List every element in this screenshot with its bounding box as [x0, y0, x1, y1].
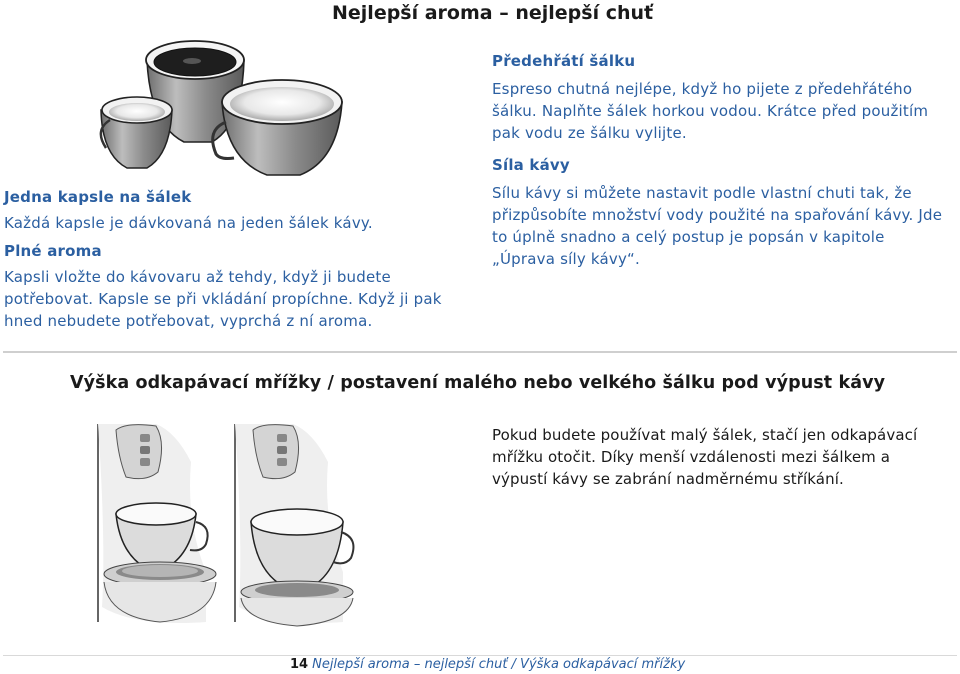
right-column — [492, 50, 952, 280]
heading-coffee-strength: Síla kávy — [492, 156, 570, 174]
text-full-aroma: Kapsli vložte do kávovaru až tehdy, když ji budete potřebovat. Kapsle se při vkládání propíchne. Když ji pak hned nebudete potřebovat, vyprchá z ní aroma. — [4, 268, 442, 330]
coffee-cups-illustration — [92, 30, 347, 180]
machine-small-cup-illustration — [96, 422, 224, 632]
footer-divider — [3, 655, 957, 656]
text-coffee-strength: Sílu kávy si můžete nastavit podle vlastní chuti tak, že přizpůsobíte množství vody použité na spařování kávy. Jde to úplně snadno a celý postup je popsán v kapitole „Úprava síly kávy“. — [492, 184, 943, 268]
heading-one-capsule: Jedna kapsle na šálek — [4, 188, 192, 206]
heading-preheat-cup: Předehřátí šálku — [492, 52, 636, 70]
drip-tray-text: Pokud budete používat malý šálek, stačí jen odkapávací mřížku otočit. Díky menší vzdálenosti mezi šálkem a výpustí kávy se zabrání nadměrnému stříkání. — [492, 426, 918, 488]
page-footer — [290, 657, 685, 672]
page-number: 14 — [290, 657, 309, 672]
section-divider — [3, 351, 957, 353]
text-preheat-cup: Espreso chutná nejlépe, když ho pijete z předehřátého šálku. Naplňte šálek horkou vodou. Krátce před použitím pak vodu ze šálku vylijte. — [492, 80, 929, 142]
machine-large-cup-illustration — [233, 422, 361, 632]
heading-full-aroma: Plné aroma — [4, 242, 102, 260]
left-column — [4, 186, 444, 338]
drip-tray-section-title: Výška odkapávací mřížky / postavení malého nebo velkého šálku pod výpust kávy — [70, 373, 886, 393]
page-title: Nejlepší aroma – nejlepší chuť — [332, 2, 654, 24]
small-cup — [101, 97, 172, 168]
text-one-capsule: Každá kapsle je dávkovaná na jeden šálek kávy. — [4, 214, 373, 232]
footer-text: Nejlepší aroma – nejlepší chuť / Výška odkapávací mřížky — [312, 657, 686, 672]
large-cup — [213, 80, 342, 175]
